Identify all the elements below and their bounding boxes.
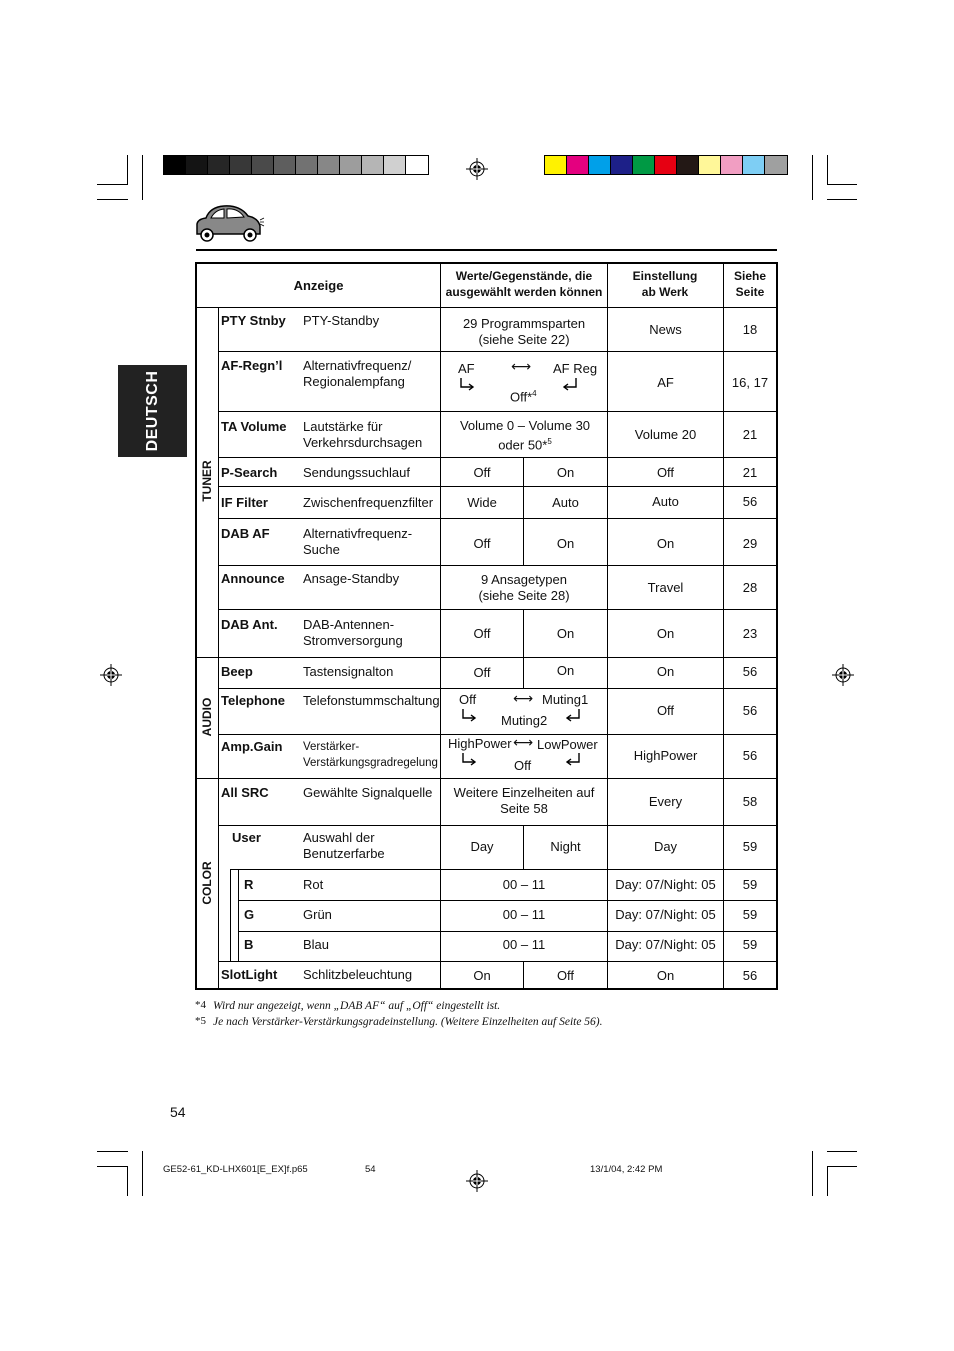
- row-values: Volume 0 – Volume 30 oder 50*$^5$: [459, 418, 591, 452]
- slug-file: GE52-61_KD-LHX601[E_EX]f.p65: [163, 1164, 308, 1175]
- row-value-b: On: [556, 465, 575, 480]
- registration-mark-icon: [100, 664, 122, 686]
- row-page: 59: [742, 877, 758, 892]
- row-value-b: Auto: [552, 495, 579, 510]
- row-key: User: [232, 830, 261, 845]
- row-key: Announce: [221, 571, 285, 586]
- row-value-a: Day: [470, 839, 494, 854]
- row-values: 00 – 11: [502, 877, 546, 892]
- row-default: Day: 07/Night: 05: [615, 937, 716, 952]
- row-page: 16, 17: [731, 375, 769, 390]
- row-value-b: LowPower: [537, 737, 598, 752]
- row-key: SlotLight: [221, 967, 278, 982]
- calibration-swatch: [677, 156, 699, 174]
- row-desc: Alternativfrequenz/ Regionalempfang: [303, 358, 412, 389]
- row-desc: Telefonstummschaltung: [303, 693, 440, 708]
- gray-calibration-bar: [163, 155, 429, 175]
- settings-table: [195, 262, 778, 990]
- row-default: AF: [657, 375, 674, 390]
- calibration-swatch: [589, 156, 611, 174]
- language-tab: [118, 365, 187, 457]
- row-key: Telephone: [221, 693, 286, 708]
- row-key: Amp.Gain: [221, 739, 283, 754]
- row-default: On: [656, 626, 675, 641]
- row-desc: Verstärker- Verstärkungsgradregelung: [303, 741, 438, 769]
- row-key: Beep: [221, 664, 253, 679]
- calibration-swatch: [765, 156, 787, 174]
- row-key: P-Search: [221, 465, 278, 480]
- row-value-a: HighPower: [448, 736, 512, 751]
- row-key: All SRC: [221, 785, 269, 800]
- row-value-c: Off*$^4$: [510, 389, 537, 405]
- calibration-swatch: [164, 156, 186, 174]
- row-default: Travel: [647, 580, 684, 595]
- calibration-swatch: [743, 156, 765, 174]
- row-key: AF-Regn’l: [221, 358, 283, 373]
- row-key: DAB Ant.: [221, 617, 278, 632]
- row-desc: Ansage-Standby: [303, 571, 400, 586]
- row-value-c: Muting2: [501, 713, 548, 728]
- row-value-a: Wide: [467, 495, 497, 510]
- row-value-a: AF: [458, 361, 475, 376]
- row-value-a: Off: [473, 536, 491, 551]
- calibration-swatch: [699, 156, 721, 174]
- calibration-swatch: [252, 156, 274, 174]
- row-default: Off: [656, 703, 675, 718]
- bidirectional-arrow-icon: ⟷: [513, 690, 534, 706]
- color-calibration-bar: [544, 155, 788, 175]
- row-page: 21: [742, 465, 758, 480]
- header-rule: [196, 249, 777, 251]
- slug-date: 13/1/04, 2:42 PM: [590, 1164, 663, 1175]
- calibration-swatch: [545, 156, 567, 174]
- header-page: Siehe Seite: [734, 269, 767, 299]
- row-key: TA Volume: [221, 419, 287, 434]
- row-key: DAB AF: [221, 526, 270, 541]
- row-desc: Blau: [303, 937, 330, 952]
- row-page: 29: [742, 536, 758, 551]
- row-values: 29 Programmsparten (siehe Seite 22): [462, 316, 586, 347]
- row-default: Day: 07/Night: 05: [615, 877, 716, 892]
- section-audio: AUDIO: [200, 697, 214, 737]
- row-page: 56: [742, 968, 758, 983]
- calibration-swatch: [296, 156, 318, 174]
- row-value-b: On: [556, 663, 575, 678]
- row-page: 59: [742, 839, 758, 854]
- row-value-a: Off: [473, 465, 491, 480]
- row-value-b: On: [556, 626, 575, 641]
- calibration-swatch: [208, 156, 230, 174]
- row-default: On: [656, 664, 675, 679]
- header-values: Werte/Gegenstände, die ausgewählt werden können: [445, 269, 603, 299]
- row-page: 56: [742, 494, 758, 509]
- row-desc: Gewählte Signalquelle: [303, 785, 433, 800]
- row-default: Day: 07/Night: 05: [615, 907, 716, 922]
- row-value-b: On: [556, 536, 575, 551]
- cycle-arrow-icon: [461, 708, 477, 723]
- row-default: Day: [653, 839, 678, 854]
- footnote-text: Je nach Verstärker-Verstärkungsgradeinstellung. (Weitere Einzelheiten auf Seite 56).: [213, 1016, 603, 1028]
- row-desc: Lautstärke für Verkehrsdurchsagen: [303, 419, 423, 450]
- row-default: Off: [656, 465, 675, 480]
- row-desc: DAB-Antennen- Stromversorgung: [303, 617, 403, 648]
- calibration-swatch: [384, 156, 406, 174]
- calibration-swatch: [611, 156, 633, 174]
- row-values: 00 – 11: [502, 907, 546, 922]
- row-values: 9 Ansagetypen (siehe Seite 28): [478, 572, 570, 603]
- cycle-arrow-icon: [566, 752, 582, 767]
- page-number: 54: [170, 1104, 186, 1120]
- row-value-a: Off: [473, 626, 491, 641]
- calibration-swatch: [567, 156, 589, 174]
- row-values: Weitere Einzelheiten auf Seite 58: [453, 785, 595, 816]
- row-default: On: [656, 968, 675, 983]
- calibration-swatch: [655, 156, 677, 174]
- row-page: 23: [742, 626, 758, 641]
- registration-mark-icon: [832, 664, 854, 686]
- row-default: Every: [648, 794, 683, 809]
- calibration-swatch: [186, 156, 208, 174]
- bidirectional-arrow-icon: ⟷: [511, 358, 532, 374]
- row-page: 59: [742, 937, 758, 952]
- calibration-swatch: [274, 156, 296, 174]
- section-color: COLOR: [200, 861, 214, 905]
- calibration-swatch: [230, 156, 252, 174]
- row-default: Auto: [652, 494, 679, 509]
- row-page: 59: [742, 907, 758, 922]
- row-desc: PTY-Standby: [303, 313, 380, 328]
- row-value-c: Off: [514, 758, 532, 773]
- row-desc: Grün: [303, 907, 332, 922]
- row-key: PTY Stnby: [221, 313, 286, 328]
- row-page: 56: [742, 664, 758, 679]
- row-key: R: [244, 877, 254, 892]
- row-value-a: Off: [459, 692, 477, 707]
- registration-mark-icon: [466, 1170, 488, 1192]
- row-value-b: Off: [556, 968, 575, 983]
- row-default: Volume 20: [634, 427, 697, 442]
- footnote-mark: *4: [195, 999, 206, 1011]
- car-icon: [194, 202, 266, 244]
- language-tab-label: DEUTSCH: [143, 370, 161, 452]
- calibration-swatch: [362, 156, 384, 174]
- row-desc: Zwischenfrequenzfilter: [303, 495, 434, 510]
- row-desc: Schlitzbeleuchtung: [303, 967, 413, 982]
- registration-mark-icon: [466, 158, 488, 180]
- row-page: 21: [742, 427, 758, 442]
- row-page: 56: [742, 748, 758, 763]
- row-key: B: [244, 937, 254, 952]
- cycle-arrow-icon: [461, 752, 477, 767]
- section-tuner: TUNER: [200, 460, 214, 502]
- calibration-swatch: [318, 156, 340, 174]
- row-values: 00 – 11: [502, 937, 546, 952]
- row-default: On: [656, 536, 675, 551]
- row-page: 56: [742, 703, 758, 718]
- slug-page: 54: [365, 1164, 376, 1175]
- row-value-b: AF Reg: [553, 361, 598, 376]
- cycle-arrow-icon: [566, 708, 582, 723]
- row-value-a: On: [473, 968, 491, 983]
- row-page: 58: [742, 794, 758, 809]
- row-value-b: Night: [550, 839, 581, 854]
- row-desc: Tastensignalton: [303, 664, 394, 679]
- header-display: Anzeige: [293, 278, 344, 293]
- cycle-arrow-icon: [459, 377, 475, 392]
- row-key: G: [244, 907, 255, 922]
- calibration-swatch: [340, 156, 362, 174]
- row-page: 28: [742, 580, 758, 595]
- row-desc: Alternativfrequenz- Suche: [303, 526, 413, 557]
- calibration-swatch: [633, 156, 655, 174]
- row-value-b: Muting1: [542, 692, 589, 707]
- row-desc: Auswahl der Benutzerfarbe: [303, 830, 385, 861]
- bidirectional-arrow-icon: ⟷: [513, 734, 534, 750]
- footnote-mark: *5: [195, 1015, 206, 1027]
- row-default: News: [649, 322, 682, 337]
- calibration-swatch: [406, 156, 428, 174]
- row-desc: Rot: [303, 877, 324, 892]
- row-page: 18: [742, 322, 758, 337]
- row-key: IF Filter: [221, 495, 268, 510]
- calibration-swatch: [721, 156, 743, 174]
- row-value-a: Off: [473, 665, 491, 680]
- footnote-text: Wird nur angezeigt, wenn „DAB AF“ auf „Off“ eingestellt ist.: [213, 1000, 501, 1012]
- row-desc: Sendungssuchlauf: [303, 465, 410, 480]
- cycle-arrow-icon: [563, 377, 579, 392]
- header-default: Einstellung ab Werk: [632, 269, 698, 299]
- row-default: HighPower: [633, 748, 698, 763]
